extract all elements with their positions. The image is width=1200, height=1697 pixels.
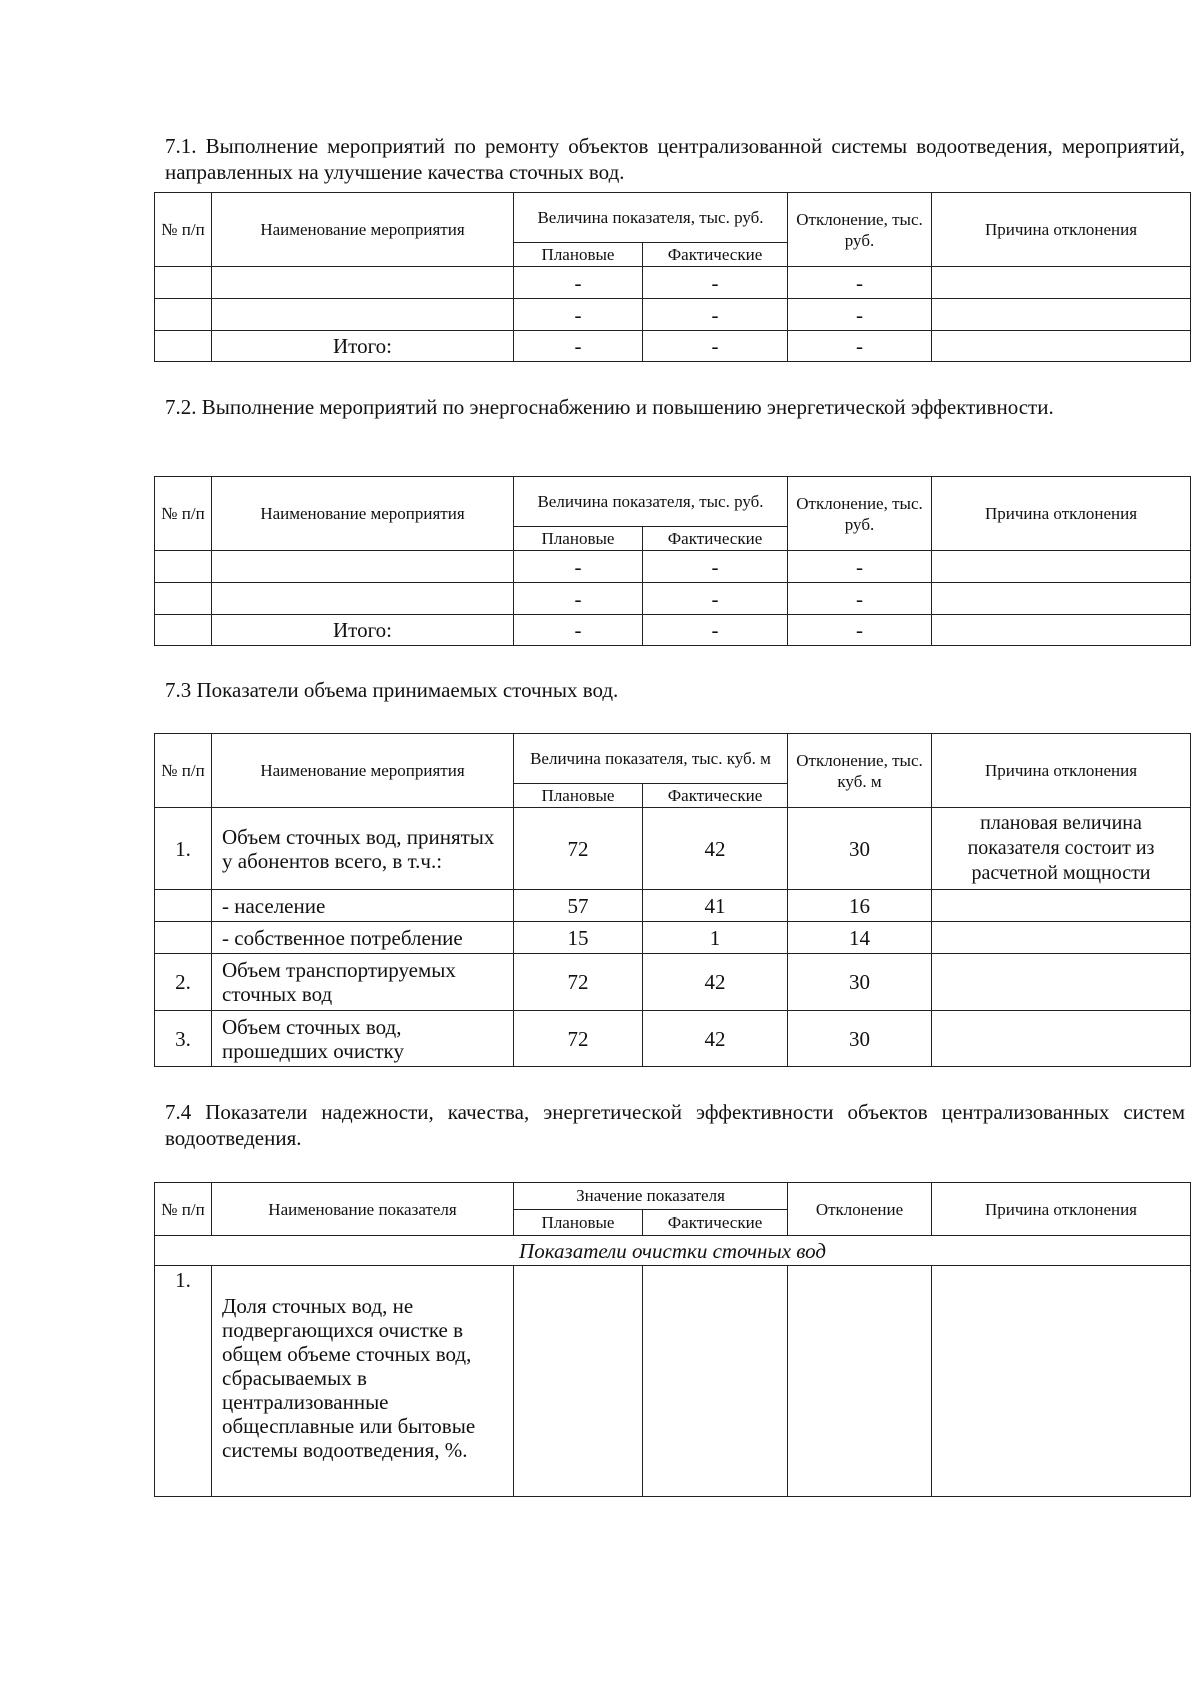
cell-deviation: - <box>788 299 932 331</box>
cell-num: 1. <box>155 808 212 890</box>
cell-fact: - <box>643 551 788 583</box>
cell-plan: 72 <box>514 954 643 1011</box>
cell-fact: - <box>643 331 788 362</box>
header-value-group: Величина показателя, тыс. руб. <box>514 193 788 243</box>
cell-deviation: - <box>788 551 932 583</box>
table-7-3 <box>154 733 1191 1067</box>
header-deviation: Отклонение, тыс. куб. м <box>788 734 932 808</box>
section-7-3-heading: 7.3 Показатели объема принимаемых сточных вод. <box>165 678 619 702</box>
table-row <box>155 954 1191 1011</box>
cell-num: 1. <box>155 1266 212 1497</box>
header-plan: Плановые <box>514 527 643 551</box>
cell-deviation: 30 <box>788 954 932 1011</box>
header-num: № п/п <box>155 477 212 551</box>
cell-fact: - <box>643 583 788 615</box>
cell-deviation <box>788 1266 932 1497</box>
table-row <box>155 1011 1191 1067</box>
cell-fact <box>643 1266 788 1497</box>
header-value-group: Величина показателя, тыс. руб. <box>514 477 788 527</box>
cell-num <box>155 890 212 922</box>
header-plan: Плановые <box>514 784 643 808</box>
cell-fact: - <box>643 267 788 299</box>
header-name: Наименование мероприятия <box>212 477 514 551</box>
cell-reason <box>932 583 1191 615</box>
cell-name <box>212 551 514 583</box>
header-num: № п/п <box>155 1183 212 1236</box>
cell-plan: 72 <box>514 1011 643 1067</box>
cell-plan: - <box>514 583 643 615</box>
table-7-1 <box>154 192 1191 362</box>
header-reason: Причина отклонения <box>932 193 1191 267</box>
cell-reason <box>932 890 1191 922</box>
table-row <box>155 551 1191 583</box>
cell-name: Объем транспортируемых сточных вод <box>212 954 514 1011</box>
cell-name: Объем сточных вод, принятых у абонентов всего, в т.ч.: <box>212 808 514 890</box>
cell-deviation: - <box>788 331 932 362</box>
header-num: № п/п <box>155 734 212 808</box>
header-deviation: Отклонение <box>788 1183 932 1236</box>
cell-name: Объем сточных вод, прошедших очистку <box>212 1011 514 1067</box>
cell-name: - собственное потребление <box>212 922 514 954</box>
cell-num <box>155 331 212 362</box>
cell-reason <box>932 615 1191 646</box>
cell-fact: - <box>643 615 788 646</box>
cell-reason <box>932 551 1191 583</box>
table-row <box>155 267 1191 299</box>
header-plan: Плановые <box>514 243 643 267</box>
cell-fact: 42 <box>643 1011 788 1067</box>
cell-plan: 57 <box>514 890 643 922</box>
cell-plan: 72 <box>514 808 643 890</box>
cell-num <box>155 299 212 331</box>
cell-deviation: 16 <box>788 890 932 922</box>
header-reason: Причина отклонения <box>932 477 1191 551</box>
cell-fact: 1 <box>643 922 788 954</box>
cell-plan: - <box>514 267 643 299</box>
cell-name: - население <box>212 890 514 922</box>
cell-reason <box>932 922 1191 954</box>
cell-plan: - <box>514 615 643 646</box>
cell-num <box>155 551 212 583</box>
cell-fact: 42 <box>643 954 788 1011</box>
cell-num <box>155 615 212 646</box>
cell-deviation: 30 <box>788 1011 932 1067</box>
cell-reason <box>932 1266 1191 1497</box>
total-label: Итого: <box>212 331 514 362</box>
table-row <box>155 583 1191 615</box>
cell-deviation: - <box>788 267 932 299</box>
cell-num: 2. <box>155 954 212 1011</box>
table-row <box>155 890 1191 922</box>
cell-fact: 41 <box>643 890 788 922</box>
cell-deviation: 30 <box>788 808 932 890</box>
total-row <box>155 615 1191 646</box>
header-fact: Фактические <box>643 243 788 267</box>
section-7-4-heading: 7.4 Показатели надежности, качества, энергетической эффективности объектов централизованных систем водоотведения. <box>165 1100 1185 1150</box>
header-reason: Причина отклонения <box>932 734 1191 808</box>
header-plan: Плановые <box>514 1210 643 1236</box>
cell-name <box>212 583 514 615</box>
cell-fact: - <box>643 299 788 331</box>
cell-reason <box>932 267 1191 299</box>
header-num: № п/п <box>155 193 212 267</box>
cell-num <box>155 583 212 615</box>
header-deviation: Отклонение, тыс. руб. <box>788 477 932 551</box>
header-name: Наименование показателя <box>212 1183 514 1236</box>
total-row <box>155 331 1191 362</box>
cell-deviation: - <box>788 583 932 615</box>
section-7-2-heading: 7.2. Выполнение мероприятий по энергоснабжению и повышению энергетической эффективности. <box>165 395 1054 419</box>
cell-name <box>212 267 514 299</box>
cell-num: 3. <box>155 1011 212 1067</box>
header-deviation: Отклонение, тыс. руб. <box>788 193 932 267</box>
header-value-group: Значение показателя <box>514 1183 788 1210</box>
cell-reason: плановая величина показателя состоит из расчетной мощности <box>932 808 1191 890</box>
cell-num <box>155 922 212 954</box>
section-7-1-heading: 7.1. Выполнение мероприятий по ремонту объектов централизованной системы водоотведения, мероприятий, направленных на улучшение качества сточных вод. <box>165 134 1185 184</box>
table-row <box>155 1266 1191 1497</box>
cell-reason <box>932 954 1191 1011</box>
cell-deviation: 14 <box>788 922 932 954</box>
cell-reason <box>932 331 1191 362</box>
cell-plan: - <box>514 331 643 362</box>
table-7-4 <box>154 1182 1191 1497</box>
cell-name: Доля сточных вод, не подвергающихся очистке в общем объеме сточных вод, сбрасываемых в централизованные общесплавные или бытовые системы водоотведения, %. <box>212 1266 514 1497</box>
cell-plan: - <box>514 551 643 583</box>
cell-plan: 15 <box>514 922 643 954</box>
header-fact: Фактические <box>643 784 788 808</box>
group-title: Показатели очистки сточных вод <box>155 1236 1191 1266</box>
cell-deviation: - <box>788 615 932 646</box>
cell-num <box>155 267 212 299</box>
cell-reason <box>932 299 1191 331</box>
cell-name <box>212 299 514 331</box>
cell-fact: 42 <box>643 808 788 890</box>
table-row <box>155 922 1191 954</box>
header-fact: Фактические <box>643 1210 788 1236</box>
header-name: Наименование мероприятия <box>212 734 514 808</box>
header-fact: Фактические <box>643 527 788 551</box>
cell-plan <box>514 1266 643 1497</box>
table-7-2 <box>154 476 1191 646</box>
total-label: Итого: <box>212 615 514 646</box>
header-reason: Причина отклонения <box>932 1183 1191 1236</box>
table-row <box>155 808 1191 890</box>
cell-reason <box>932 1011 1191 1067</box>
header-value-group: Величина показателя, тыс. куб. м <box>514 734 788 784</box>
header-name: Наименование мероприятия <box>212 193 514 267</box>
cell-plan: - <box>514 299 643 331</box>
table-row <box>155 299 1191 331</box>
